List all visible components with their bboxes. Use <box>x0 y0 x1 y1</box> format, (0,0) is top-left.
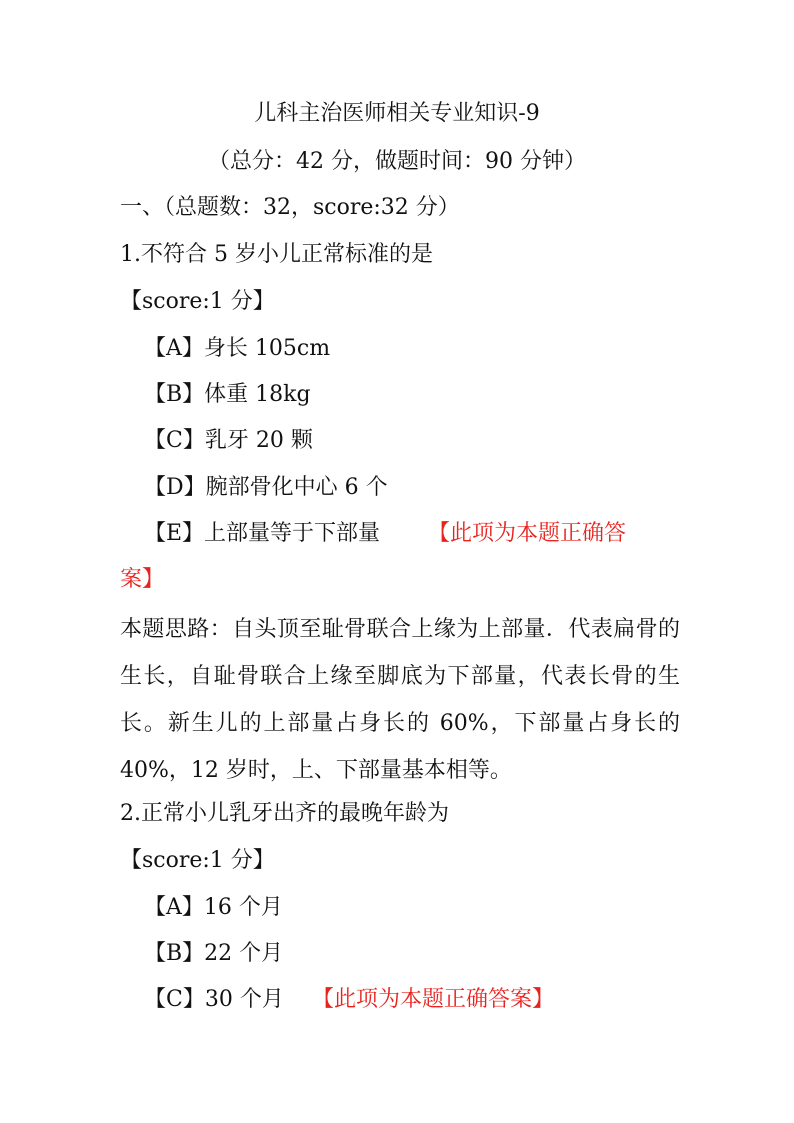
question-2-correct-mark: 【此项为本题正确答案】 <box>312 987 555 1012</box>
question-1-correct-mark-cont: 案】 <box>120 567 165 592</box>
question-1-stem: 1.不符合 5 岁小儿正常标准的是 <box>120 242 433 267</box>
question-2-score: 【score:1 分】 <box>120 848 275 873</box>
question-1-option-d: 【D】腕部骨化中心 6 个 <box>144 475 388 500</box>
question-2-option-a: 【A】16 个月 <box>144 895 283 920</box>
question-1-score: 【score:1 分】 <box>120 289 275 314</box>
page-title: 儿科主治医师相关专业知识-9 <box>254 101 540 126</box>
question-2-option-c: 【C】30 个月 <box>144 987 284 1012</box>
question-1-option-c: 【C】乳牙 20 颗 <box>144 428 313 453</box>
question-1-explanation: 本题思路：自头顶至耻骨联合上缘为上部量．代表扁骨的生长，自耻骨联合上缘至脚底为下部量，代表长骨的生长。新生儿的上部量占身长的 60%，下部量占身长的 40%，12 岁时，上、下部量基本相等。 <box>120 617 680 783</box>
question-1-option-a: 【A】身长 105cm <box>144 336 331 361</box>
question-1-correct-mark: 【此项为本题正确答 <box>428 521 627 546</box>
question-1-option-e: 【E】上部量等于下部量 <box>144 521 381 546</box>
question-1-option-b: 【B】体重 18kg <box>144 382 311 407</box>
section-label: 一、（总题数：32，score:32 分） <box>120 195 460 220</box>
question-2-option-b: 【B】22 个月 <box>144 941 284 966</box>
question-2-stem: 2.正常小儿乳牙出齐的最晚年龄为 <box>120 801 449 826</box>
page-subtitle: （总分：42 分，做题时间：90 分钟） <box>208 149 586 174</box>
